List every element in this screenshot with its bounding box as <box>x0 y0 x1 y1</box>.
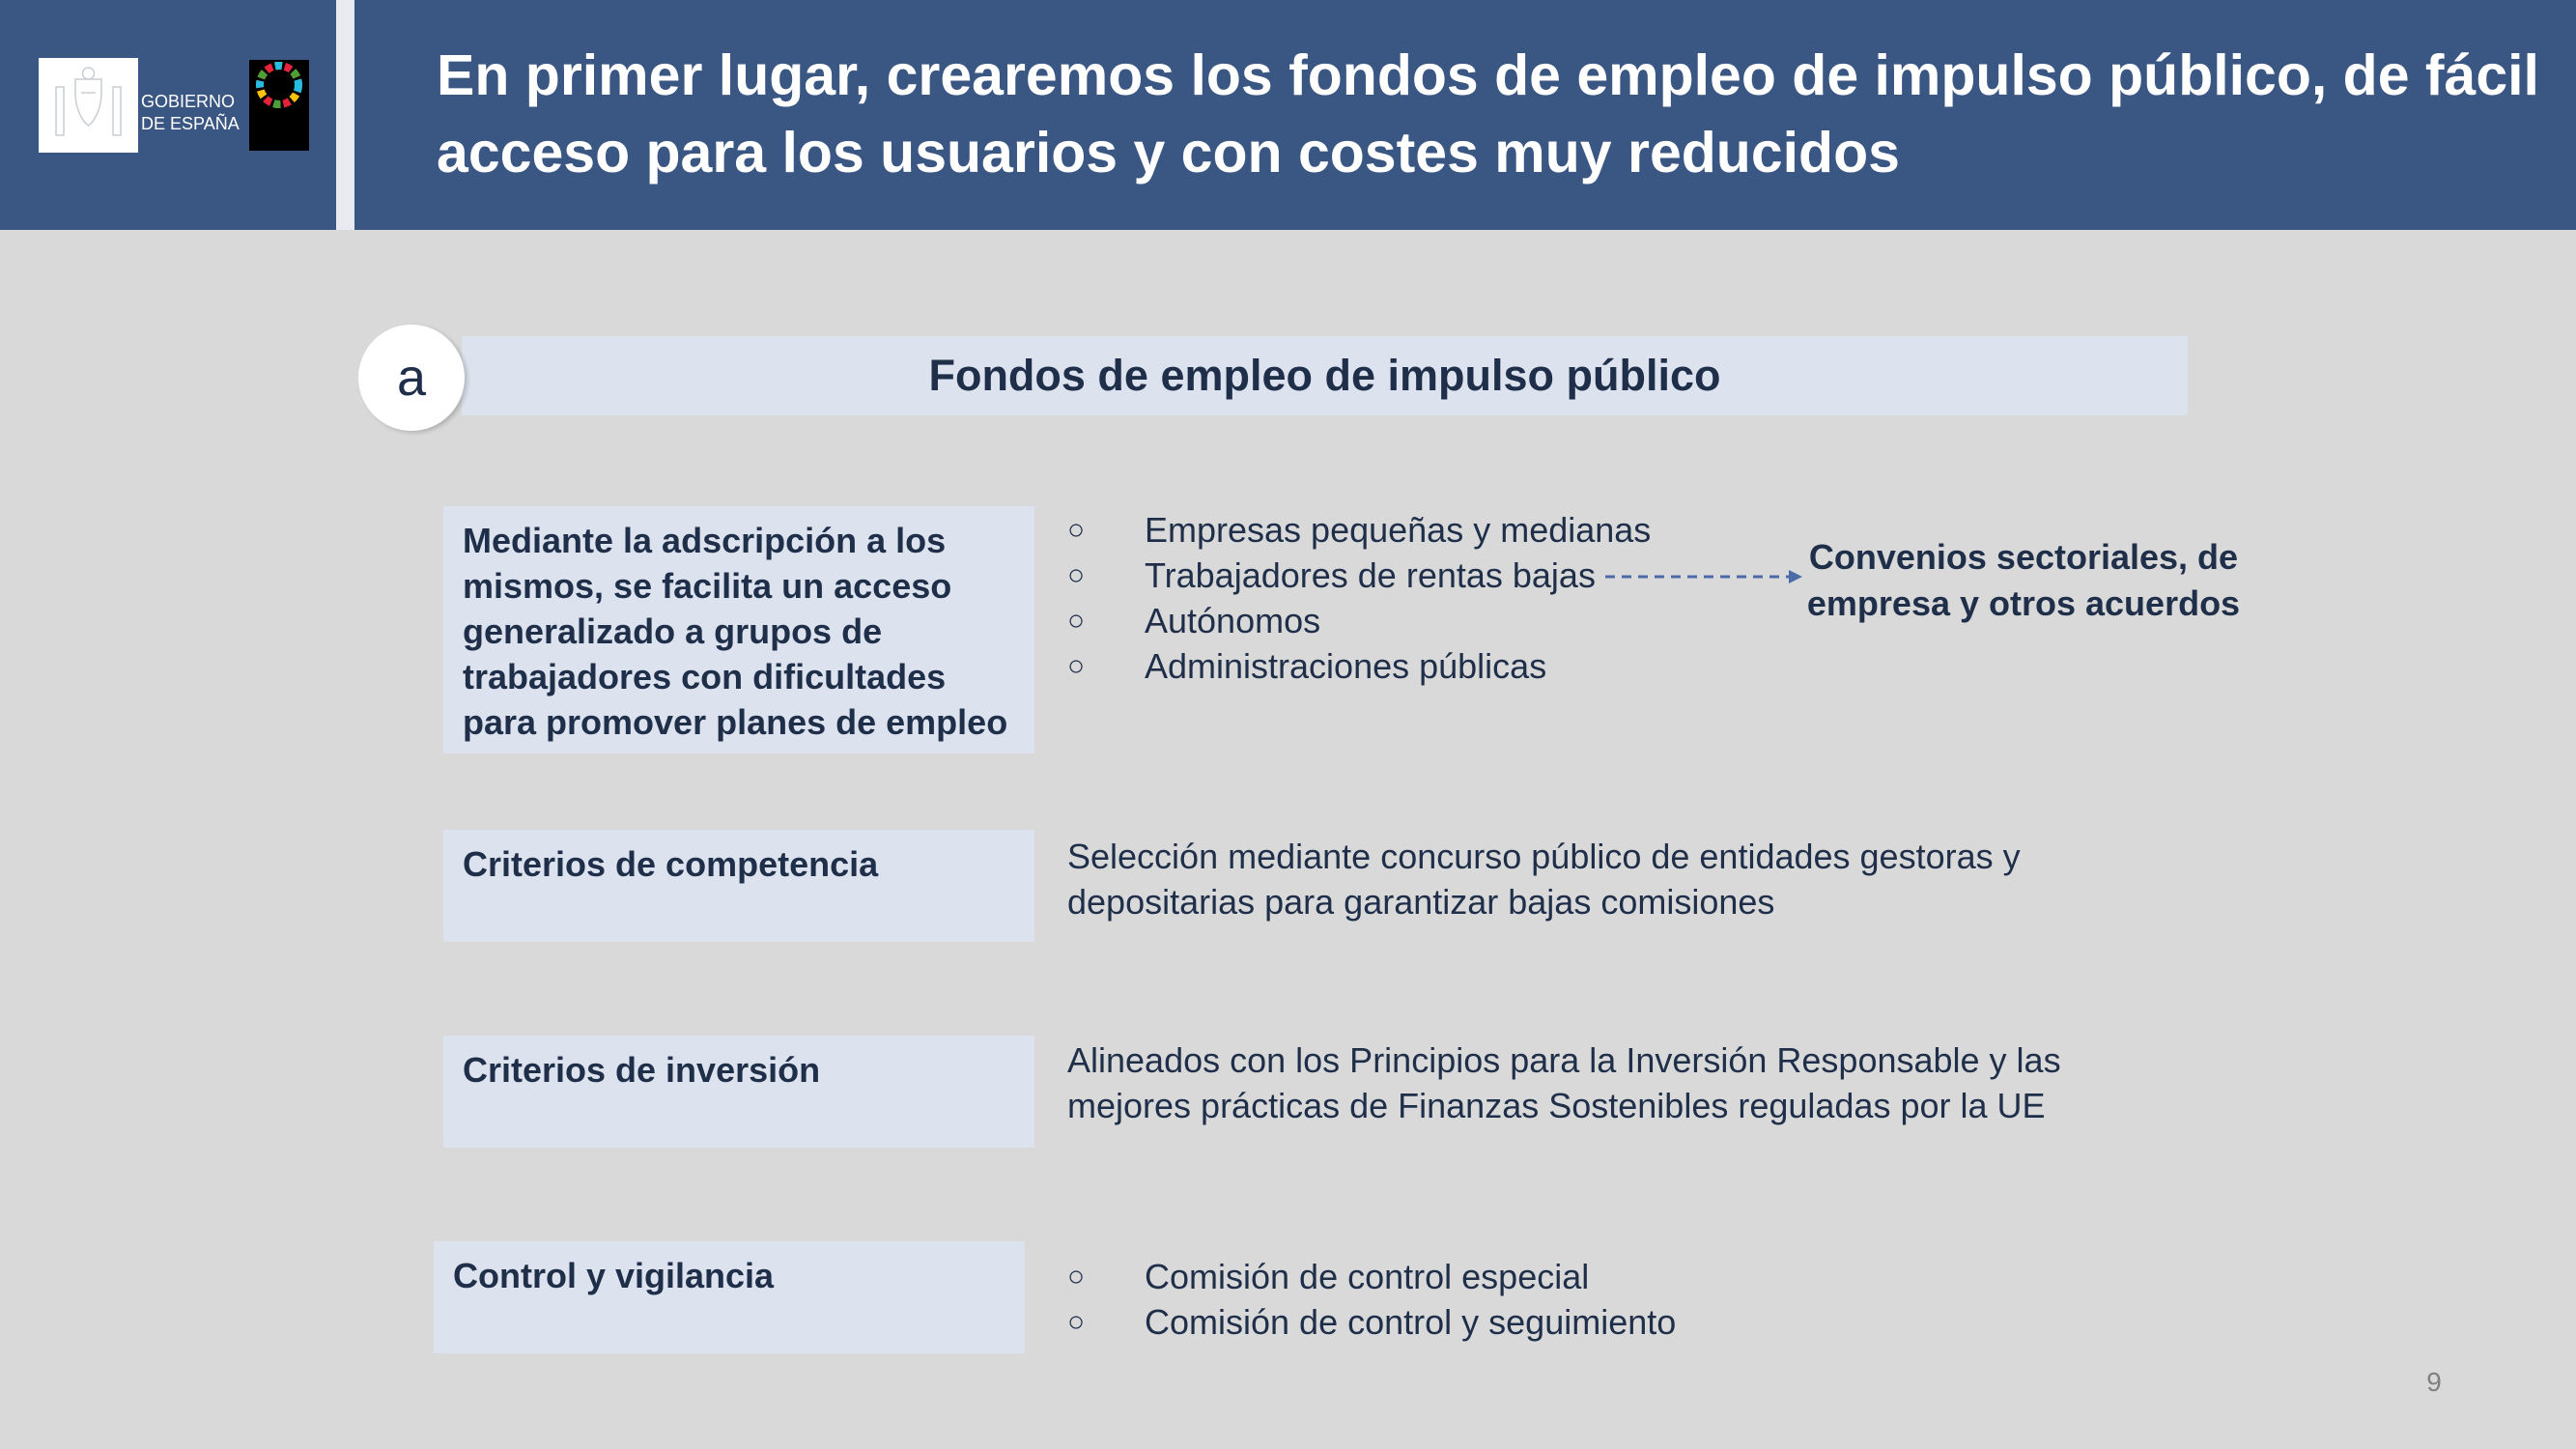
bullet-circle-icon: ○ <box>1067 650 1086 682</box>
row-text-competencia: Selección mediante concurso público de entidades gestoras y depositarias para garantizar bajas comisiones <box>1067 837 2021 922</box>
row-label-adscripcion: Mediante la adscripción a los mismos, se facilita un acceso generalizado a grupos de trabajadores con dificultades para promover planes de empleo <box>443 506 1034 753</box>
bullet-circle-icon: ○ <box>1067 559 1086 591</box>
page-number: 9 <box>2426 1367 2442 1397</box>
section-heading: Fondos de empleo de impulso público <box>928 351 1721 400</box>
sdg-wheel-logo <box>249 60 309 151</box>
row-text-inversion: Alineados con los Principios para la Inversión Responsable y las mejores prácticas de Finanzas Sostenibles reguladas por la UE <box>1067 1040 2061 1125</box>
coat-of-arms-icon <box>39 58 138 153</box>
section-marker-letter: a <box>396 349 427 407</box>
beneficiaries-list <box>1067 507 1652 689</box>
section-heading-bar <box>462 336 2188 415</box>
logo-line-2: DE ESPAÑA <box>141 114 240 133</box>
bullet-circle-icon: ○ <box>1067 605 1086 637</box>
bullet-circle-icon: ○ <box>1067 1306 1086 1338</box>
row-label-control: Control y vigilancia <box>434 1241 1025 1353</box>
row-label-inversion: Criterios de inversión <box>443 1036 1034 1148</box>
government-emblem-logo <box>39 58 138 153</box>
callout-convenios: Convenios sectoriales, de empresa y otros acuerdos <box>1806 537 2241 623</box>
header-divider <box>336 0 354 230</box>
list-item: ○ Autónomos <box>1067 598 1647 643</box>
slide-title: En primer lugar, crearemos los fondos de empleo de impulso público, de fácil acceso para los usuarios y con costes muy reducidos <box>437 43 2539 185</box>
government-logo-text <box>141 91 240 135</box>
sdg-wheel-icon <box>249 60 309 151</box>
list-item: ○ Comisión de control especial <box>1067 1254 1743 1299</box>
control-list <box>1067 1254 1743 1345</box>
list-item: ○ Administraciones públicas <box>1067 643 1647 689</box>
logo-line-1: GOBIERNO <box>141 92 236 111</box>
dashed-arrow-icon <box>1603 567 1806 586</box>
bullet-circle-icon: ○ <box>1067 514 1086 546</box>
list-item: ○ Empresas pequeñas y medianas <box>1067 507 1647 553</box>
section-marker <box>358 325 465 431</box>
bullet-circle-icon: ○ <box>1067 1261 1086 1293</box>
list-item: ○ Trabajadores de rentas bajas <box>1067 553 1647 598</box>
list-item: ○ Comisión de control y seguimiento <box>1067 1299 1743 1345</box>
row-label-competencia: Criterios de competencia <box>443 830 1034 942</box>
